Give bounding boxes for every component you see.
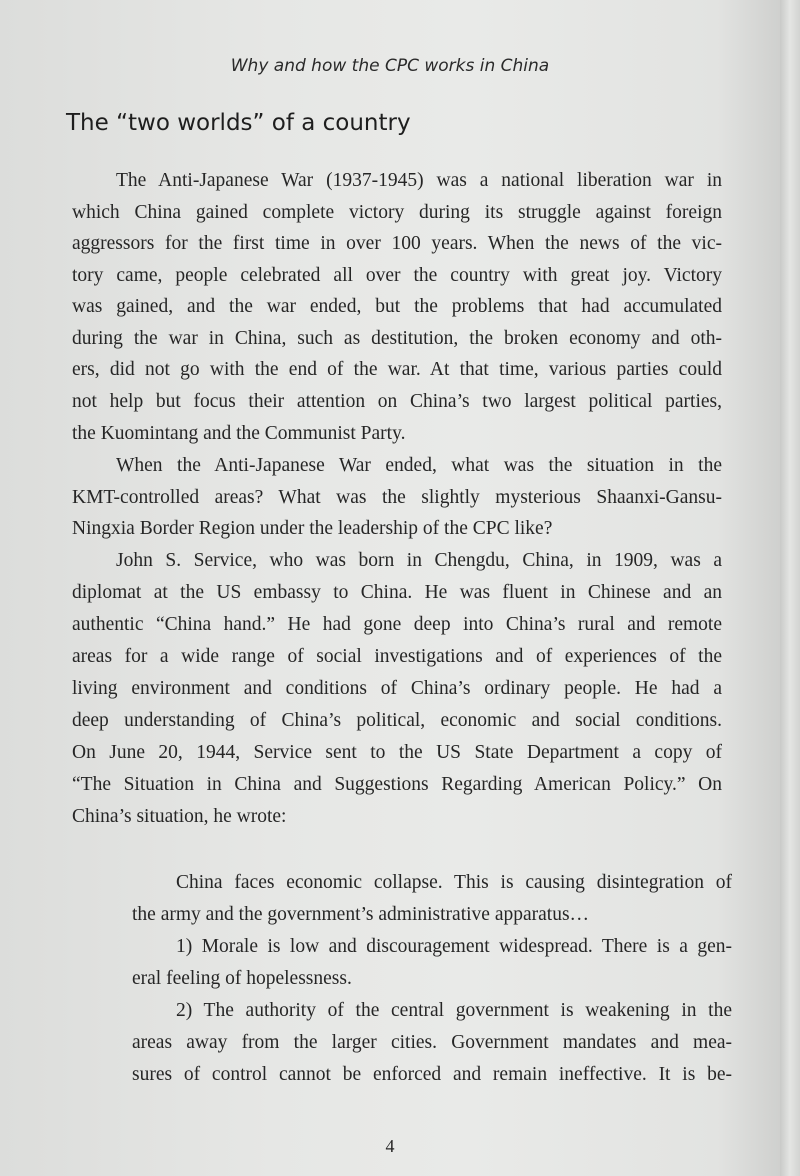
body-line: “The Situation in China and Suggestions Regarding American Policy.” On xyxy=(72,774,722,795)
body-line: not help but focus their attention on China’s two largest political parties, xyxy=(72,391,722,412)
body-line: China’s situation, he wrote: xyxy=(72,806,287,827)
quote-line: the army and the government’s administrative apparatus… xyxy=(132,904,590,925)
body-line: Ningxia Border Region under the leadership of the CPC like? xyxy=(72,518,553,539)
quote-line: eral feeling of hopelessness. xyxy=(132,968,352,989)
body-line: the Kuomintang and the Communist Party. xyxy=(72,423,406,444)
page-number: 4 xyxy=(385,1136,395,1156)
quote-line: sures of control cannot be enforced and remain ineffective. It is be- xyxy=(132,1064,732,1085)
body-line: diplomat at the US embassy to China. He was fluent in Chinese and an xyxy=(72,582,722,603)
body-line: authentic “China hand.” He had gone deep into China’s rural and remote xyxy=(72,614,722,635)
body-line: On June 20, 1944, Service sent to the US State Department a copy of xyxy=(72,742,722,763)
page-edge xyxy=(780,0,800,1176)
body-line: which China gained complete victory during its struggle against foreign xyxy=(72,202,722,223)
body-line: ers, did not go with the end of the war. At that time, various parties could xyxy=(72,359,722,380)
body-line: living environment and conditions of China’s ordinary people. He had a xyxy=(72,678,722,699)
body-line: John S. Service, who was born in Chengdu, China, in 1909, was a xyxy=(116,550,722,571)
body-line: was gained, and the war ended, but the problems that had accumulated xyxy=(72,296,722,317)
body-line: aggressors for the first time in over 100 years. When the news of the vic- xyxy=(72,233,722,254)
body-line: KMT-controlled areas? What was the slightly mysterious Shaanxi-Gansu- xyxy=(72,487,722,508)
quote-line: areas away from the larger cities. Government mandates and mea- xyxy=(132,1032,732,1053)
body-line: during the war in China, such as destitution, the broken economy and oth- xyxy=(72,328,722,349)
body-line: deep understanding of China’s political, economic and social conditions. xyxy=(72,710,722,731)
body-line: When the Anti-Japanese War ended, what was the situation in the xyxy=(116,455,722,476)
body-line: The Anti-Japanese War (1937-1945) was a national liberation war in xyxy=(116,170,722,191)
body-line: tory came, people celebrated all over the country with great joy. Victory xyxy=(72,265,722,286)
section-title: The “two worlds” of a country xyxy=(66,110,411,136)
quote-line: 2) The authority of the central government is weakening in the xyxy=(176,1000,732,1021)
running-head: Why and how the CPC works in China xyxy=(230,56,550,76)
quote-line: 1) Morale is low and discouragement widespread. There is a gen- xyxy=(176,936,732,957)
quote-line: China faces economic collapse. This is causing disintegration of xyxy=(176,872,732,893)
body-line: areas for a wide range of social investigations and of experiences of the xyxy=(72,646,722,667)
